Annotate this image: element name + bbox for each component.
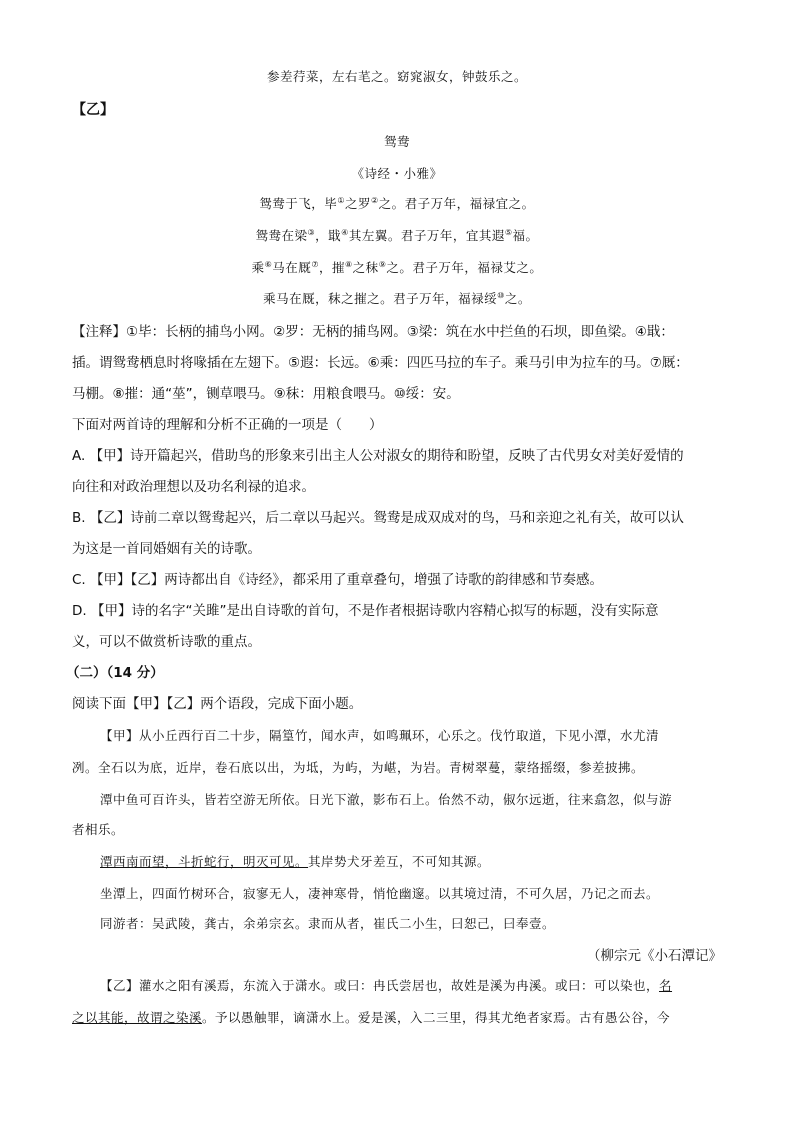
jia-line-2: 冽。全石以为底，近岸，卷石底以出，为坻，为屿，为嵁，为岩。青树翠蔓，蒙络摇缀，参差披拂。 — [72, 760, 645, 775]
jia-line-7: 同游者：吴武陵，龚古，余弟宗玄。隶而从者，崔氏二小生，曰恕己，曰奉壹。 — [100, 916, 556, 931]
option-b-line-1: B. 【乙】诗前二章以鸳鸯起兴，后二章以马起兴。鸳鸯是成双成对的鸟，马和亲迎之礼有关，故可以认 — [72, 510, 684, 526]
jia-line-5: 潭西南而望，斗折蛇行，明灭可见。其岸势犬牙差互，不可知其源。 — [100, 854, 491, 869]
poem1-last-line: 参差荇菜，左右芼之。窈窕淑女，钟鼓乐之。 — [266, 69, 527, 84]
poem2-title: 鸳鸯 — [383, 134, 410, 149]
jia-line-4: 者相乐。 — [72, 822, 125, 837]
poem2-line-4: 乘马在厩，秣之摧之。君子万年，福禄绥⑩之。 — [263, 290, 531, 306]
poem2-line-1: 鸳鸯于飞，毕①之罗②之。君子万年，福禄宜之。 — [259, 195, 535, 211]
option-b-line-2: 为这是一首同婚姻有关的诗歌。 — [72, 541, 261, 557]
poem2-source: 《诗经・小雅》 — [351, 166, 443, 181]
yi-line-2: 之以其能，故谓之染溪。予以愚触罪，谪潇水上。爱是溪，入二三里，得其尤绝者家焉。古有愚公谷，今 — [72, 1010, 671, 1025]
option-c: C. 【甲】【乙】两诗都出自《诗经》，都采用了重章叠句，增强了诗歌的韵律感和节奏感。 — [72, 572, 604, 588]
notes-line-1: 【注释】①毕：长柄的捕鸟小网。②罗：无柄的捕鸟网。③梁：筑在水中拦鱼的石坝，即鱼梁。④戢： — [72, 324, 674, 340]
option-a-line-2: 向往和对政治理想以及功名利禄的追求。 — [72, 479, 315, 495]
poem2-line-2: 鸳鸯在梁③，戢④其左翼。君子万年，宜其遐⑤福。 — [255, 227, 539, 243]
poem2-line-3: 乘⑥马在厩⑦，摧⑧之秣⑨之。君子万年，福禄艾之。 — [251, 259, 543, 275]
question-stem: 下面对两首诗的理解和分析不正确的一项是（ ） — [72, 417, 383, 433]
jia-line-1: 【甲】从小丘西行百二十步，隔篁竹，闻水声，如鸣珮环，心乐之。伐竹取道，下见小潭，水尤清 — [100, 728, 660, 743]
notes-line-2: 插。谓鸳鸯栖息时将喙插在左翅下。⑤遐：长远。⑥乘：四匹马拉的车子。乘马引申为拉车的马。⑦厩： — [72, 355, 689, 371]
jia-line-6: 坐潭上，四面竹树环合，寂寥无人，凄神寒骨，悄怆幽邃。以其境过清，不可久居，乃记之而去。 — [100, 886, 660, 901]
section2-instruction: 阅读下面【甲】【乙】两个语段，完成下面小题。 — [72, 696, 363, 712]
jia-line-3: 潭中鱼可百许头，皆若空游无所依。日光下澈，影布石上。佁然不动，俶尔远逝，往来翕忽，似与游 — [100, 792, 673, 807]
jia-source: （柳宗元《小石潭记》 — [587, 948, 722, 964]
notes-line-3: 马棚。⑧摧：通“莝”，铡草喂马。⑨秣：用粮食喂马。⑩绥：安。 — [72, 386, 460, 402]
option-a-line-1: A. 【甲】诗开篇起兴，借助鸟的形象来引出主人公对淑女的期待和盼望，反映了古代男女对美好爱情的 — [72, 448, 684, 464]
option-d-line-1: D. 【甲】诗的名字“关雎”是出自诗歌的首句，不是作者根据诗歌内容精心拟写的标题，没有实际意 — [72, 603, 659, 619]
yi-line-1: 【乙】灌水之阳有溪焉，东流入于潇水。或曰：冉氏尝居也，故姓是溪为冉溪。或曰：可以染也，名 — [100, 978, 673, 993]
section2-heading: （二）（14 分） — [66, 665, 164, 681]
option-d-line-2: 义，可以不做赏析诗歌的重点。 — [72, 634, 261, 650]
poem2-marker: 【乙】 — [72, 102, 114, 118]
